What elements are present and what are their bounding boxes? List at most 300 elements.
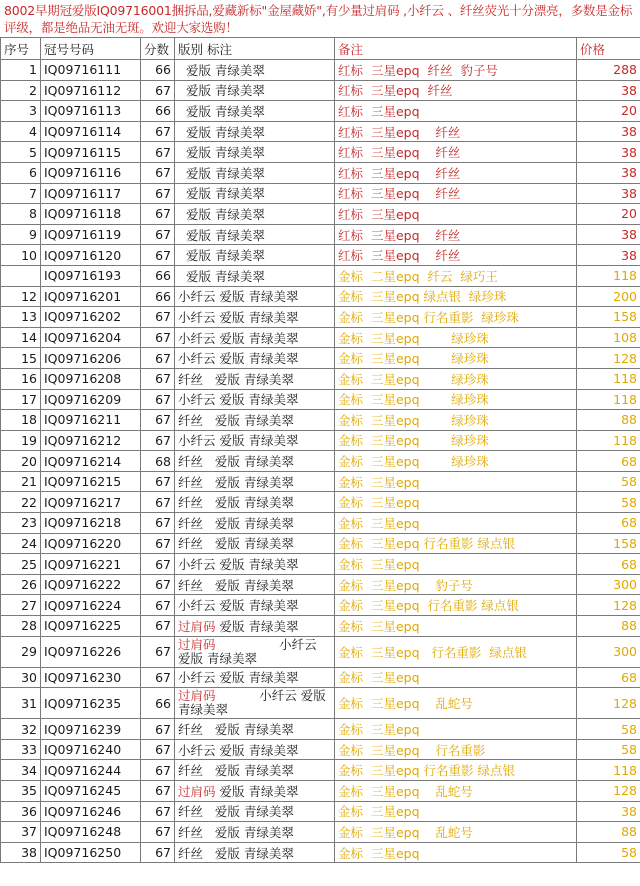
cell-index[interactable]: 23 [1, 513, 41, 534]
cell-serial[interactable]: IQ09716212 [41, 430, 141, 451]
cell-index[interactable]: 35 [1, 781, 41, 802]
cell-edition[interactable] [175, 286, 335, 307]
edition-text: 爱版 青绿美翠 [178, 145, 265, 161]
cell-price[interactable]: 38 [577, 224, 640, 245]
cell-serial[interactable]: IQ09716245 [41, 781, 141, 802]
cell-edition[interactable] [175, 492, 335, 513]
cell-index[interactable]: 5 [1, 142, 41, 163]
cell-note[interactable]: 红标 三星epq [335, 204, 577, 225]
cell-note[interactable]: 红标 三星epq [335, 101, 577, 122]
cell-index[interactable]: 15 [1, 348, 41, 369]
table-row [1, 183, 640, 204]
cell-index[interactable]: 12 [1, 286, 41, 307]
table-row [1, 121, 640, 142]
cell-note[interactable]: 金标 三星epq 行名重影 绿点银 [335, 760, 577, 781]
cell-note[interactable]: 金标 三星epq [335, 667, 577, 688]
cell-index[interactable]: 6 [1, 162, 41, 183]
cell-score[interactable]: 66 [141, 265, 175, 286]
cell-serial[interactable]: IQ09716217 [41, 492, 141, 513]
cell-score[interactable]: 67 [141, 595, 175, 616]
cell-note[interactable]: 金标 三星epq [335, 719, 577, 740]
cell-price[interactable]: 38 [577, 142, 640, 163]
edition-text: 小纤云 爱版 青绿美翠 [178, 598, 299, 614]
cell-index[interactable]: 13 [1, 307, 41, 328]
cell-price[interactable]: 118 [577, 760, 640, 781]
edition-text: 纤丝 爱版 青绿美翠 [178, 412, 294, 428]
cell-score[interactable]: 67 [141, 121, 175, 142]
cell-edition[interactable] [175, 307, 335, 328]
edition-text: 纤丝 爱版 青绿美翠 [178, 845, 294, 861]
cell-index[interactable]: 7 [1, 183, 41, 204]
cell-index[interactable]: 14 [1, 327, 41, 348]
cell-price[interactable]: 118 [577, 389, 640, 410]
cell-serial[interactable]: IQ09716250 [41, 842, 141, 863]
table-row [1, 307, 640, 328]
cell-serial[interactable]: IQ09716218 [41, 513, 141, 534]
cell-edition[interactable] [175, 368, 335, 389]
table-row [1, 492, 640, 513]
table-row [1, 368, 640, 389]
column-header-serial: 冠号号码 [41, 38, 141, 60]
cell-serial[interactable]: IQ09716114 [41, 121, 141, 142]
cell-serial[interactable]: IQ09716230 [41, 667, 141, 688]
cell-score[interactable]: 67 [141, 327, 175, 348]
cell-edition[interactable] [175, 265, 335, 286]
edition-text: 小纤云 爱版 青绿美翠 [178, 670, 299, 686]
table-row [1, 513, 640, 534]
cell-note[interactable]: 金标 二星epq 纤云 绿巧王 [335, 265, 577, 286]
cell-price[interactable]: 288 [577, 60, 640, 81]
table-row [1, 265, 640, 286]
cell-note[interactable]: 红标 三星epq 纤丝 豹子号 [335, 60, 577, 81]
cell-serial[interactable]: IQ09716226 [41, 636, 141, 667]
cell-note[interactable]: 金标 三星epq 行名重影 [335, 739, 577, 760]
cell-price[interactable]: 68 [577, 554, 640, 575]
edition-text: 小纤云 爱版 青绿美翠 [178, 309, 299, 325]
table-row [1, 688, 640, 719]
cell-note[interactable]: 红标 三星epq 纤丝 [335, 162, 577, 183]
edition-text: 爱版 青绿美翠 [178, 124, 265, 140]
cell-edition[interactable] [175, 142, 335, 163]
table-row [1, 389, 640, 410]
table-row [1, 101, 640, 122]
cell-index[interactable]: 21 [1, 471, 41, 492]
cell-serial[interactable]: IQ09716225 [41, 616, 141, 637]
cell-index[interactable]: 8 [1, 204, 41, 225]
cell-note[interactable]: 金标 三星epq 绿珍珠 [335, 368, 577, 389]
cell-serial[interactable]: IQ09716117 [41, 183, 141, 204]
edition-text: 爱版 青绿美翠 [178, 103, 265, 119]
cell-score[interactable]: 66 [141, 688, 175, 719]
cell-price[interactable]: 38 [577, 80, 640, 101]
cell-edition[interactable] [175, 739, 335, 760]
cell-score[interactable]: 67 [141, 574, 175, 595]
table-row [1, 739, 640, 760]
cell-note[interactable]: 金标 三星epq 行名重影 绿点银 [335, 636, 577, 667]
cell-serial[interactable]: IQ09716220 [41, 533, 141, 554]
cell-index[interactable]: 27 [1, 595, 41, 616]
table-row [1, 636, 640, 667]
cell-edition[interactable] [175, 513, 335, 534]
cell-score[interactable]: 67 [141, 719, 175, 740]
cell-score[interactable]: 66 [141, 286, 175, 307]
cell-price[interactable]: 88 [577, 410, 640, 431]
cell-serial[interactable]: IQ09716111 [41, 60, 141, 81]
edition-text: 小纤云 爱版 青绿美翠 [178, 636, 321, 666]
cell-index[interactable]: 24 [1, 533, 41, 554]
cell-edition[interactable] [175, 760, 335, 781]
cell-index[interactable]: 17 [1, 389, 41, 410]
cell-score[interactable]: 67 [141, 739, 175, 760]
cell-edition[interactable] [175, 162, 335, 183]
edition-text: 小纤云 爱版 青绿美翠 [178, 330, 299, 346]
table-row [1, 574, 640, 595]
cell-index[interactable]: 16 [1, 368, 41, 389]
cell-edition[interactable] [175, 121, 335, 142]
edition-text: 爱版 青绿美翠 [178, 83, 265, 99]
cell-edition[interactable] [175, 471, 335, 492]
cell-price[interactable]: 58 [577, 719, 640, 740]
edition-text: 小纤云 爱版 青绿美翠 [178, 557, 299, 573]
cell-price[interactable]: 158 [577, 533, 640, 554]
cell-serial[interactable]: IQ09716112 [41, 80, 141, 101]
cell-score[interactable]: 67 [141, 245, 175, 266]
cell-note[interactable]: 金标 三星epq 绿珍珠 [335, 327, 577, 348]
cell-price[interactable]: 38 [577, 245, 640, 266]
cell-index[interactable]: 2 [1, 80, 41, 101]
table-row [1, 554, 640, 575]
cell-edition[interactable] [175, 595, 335, 616]
cell-note[interactable]: 金标 三星epq [335, 471, 577, 492]
cell-edition[interactable] [175, 801, 335, 822]
cell-index[interactable]: 19 [1, 430, 41, 451]
table-row [1, 471, 640, 492]
cell-note[interactable]: 红标 三星epq 纤丝 [335, 121, 577, 142]
cell-note[interactable]: 金标 三星epq [335, 492, 577, 513]
cell-note[interactable]: 金标 三星epq [335, 801, 577, 822]
cell-serial[interactable]: IQ09716120 [41, 245, 141, 266]
cell-edition[interactable] [175, 389, 335, 410]
cell-price[interactable]: 300 [577, 574, 640, 595]
cell-index[interactable]: 10 [1, 245, 41, 266]
cell-note[interactable]: 金标 三星epq 绿珍珠 [335, 389, 577, 410]
cell-edition[interactable] [175, 616, 335, 637]
cell-index[interactable]: 9 [1, 224, 41, 245]
edition-text: 小纤云 爱版 青绿美翠 [178, 392, 299, 408]
table-row [1, 842, 640, 863]
edition-text: 纤丝 爱版 青绿美翠 [178, 536, 294, 552]
table-row [1, 162, 640, 183]
cell-serial[interactable]: IQ09716113 [41, 101, 141, 122]
cell-note[interactable]: 红标 三星epq 纤丝 [335, 224, 577, 245]
cell-score[interactable]: 67 [141, 224, 175, 245]
cell-index[interactable]: 32 [1, 719, 41, 740]
edition-text: 小纤云 爱版 青绿美翠 [178, 433, 299, 449]
cell-index[interactable]: 36 [1, 801, 41, 822]
cell-score[interactable]: 67 [141, 781, 175, 802]
cell-score[interactable]: 67 [141, 142, 175, 163]
cell-index[interactable]: 22 [1, 492, 41, 513]
cell-score[interactable]: 66 [141, 101, 175, 122]
cell-price[interactable]: 158 [577, 307, 640, 328]
cell-score[interactable]: 67 [141, 204, 175, 225]
column-header-note: 备注 [335, 38, 577, 60]
cell-price[interactable]: 128 [577, 781, 640, 802]
cell-serial[interactable]: IQ09716248 [41, 822, 141, 843]
cell-index[interactable]: 4 [1, 121, 41, 142]
cell-score[interactable]: 67 [141, 760, 175, 781]
cell-price[interactable]: 128 [577, 595, 640, 616]
table-row [1, 410, 640, 431]
cell-index[interactable]: 18 [1, 410, 41, 431]
edition-text: 纤丝 爱版 青绿美翠 [178, 722, 294, 738]
cell-note[interactable]: 金标 三星epq 绿珍珠 [335, 451, 577, 472]
edition-text: 纤丝 爱版 青绿美翠 [178, 454, 294, 470]
cell-score[interactable]: 67 [141, 492, 175, 513]
sheet-description: 8002早期冠爱版IQ09716001捆拆品,爱藏新标"金屋藏娇",有少量过肩码 ,小纤云 、纤丝荧光十分漂亮，多数是金标评级，都是绝品无油无斑。欢迎大家选购！ [4, 3, 633, 35]
cell-price[interactable]: 118 [577, 368, 640, 389]
cell-price[interactable]: 108 [577, 327, 640, 348]
cell-price[interactable]: 128 [577, 348, 640, 369]
edition-text: 纤丝 爱版 青绿美翠 [178, 824, 294, 840]
cell-score[interactable]: 67 [141, 636, 175, 667]
cell-edition[interactable] [175, 224, 335, 245]
cell-note[interactable]: 红标 三星epq 纤丝 [335, 142, 577, 163]
cell-score[interactable]: 67 [141, 410, 175, 431]
cell-edition[interactable] [175, 781, 335, 802]
cell-price[interactable]: 38 [577, 121, 640, 142]
cell-index[interactable]: 26 [1, 574, 41, 595]
cell-score[interactable]: 67 [141, 430, 175, 451]
cell-note[interactable]: 金标 三星epq 绿珍珠 [335, 430, 577, 451]
table-row [1, 595, 640, 616]
cell-edition[interactable] [175, 183, 335, 204]
cell-edition[interactable] [175, 533, 335, 554]
cell-serial[interactable]: IQ09716201 [41, 286, 141, 307]
cell-note[interactable]: 红标 三星epq 纤丝 [335, 183, 577, 204]
cell-serial[interactable]: IQ09716206 [41, 348, 141, 369]
cell-note[interactable]: 金标 三星epq [335, 842, 577, 863]
cell-score[interactable]: 67 [141, 513, 175, 534]
cell-note[interactable]: 金标 三星epq [335, 513, 577, 534]
cell-serial[interactable]: IQ09716209 [41, 389, 141, 410]
cell-score[interactable]: 67 [141, 162, 175, 183]
cell-note[interactable]: 金标 三星epq 绿珍珠 [335, 410, 577, 431]
cell-index[interactable]: 34 [1, 760, 41, 781]
cell-price[interactable]: 200 [577, 286, 640, 307]
shoulder-code-tag: 过肩码 [178, 618, 216, 634]
cell-edition[interactable] [175, 327, 335, 348]
cell-index[interactable]: 20 [1, 451, 41, 472]
cell-note[interactable]: 金标 三星epq 乱蛇号 [335, 688, 577, 719]
cell-edition[interactable] [175, 60, 335, 81]
cell-serial[interactable]: IQ09716239 [41, 719, 141, 740]
cell-price[interactable]: 68 [577, 513, 640, 534]
edition-text: 爱版 青绿美翠 [178, 227, 265, 243]
edition-text: 爱版 青绿美翠 [178, 248, 265, 264]
cell-score[interactable]: 67 [141, 348, 175, 369]
table-row [1, 451, 640, 472]
table-row [1, 616, 640, 637]
edition-text: 爱版 青绿美翠 [215, 783, 299, 799]
cell-serial[interactable]: IQ09716193 [41, 265, 141, 286]
table-row [1, 60, 640, 81]
edition-text: 爱版 青绿美翠 [178, 165, 265, 181]
cell-score[interactable]: 67 [141, 533, 175, 554]
edition-text: 爱版 青绿美翠 [178, 62, 265, 78]
cell-edition[interactable] [175, 451, 335, 472]
cell-edition[interactable] [175, 554, 335, 575]
cell-serial[interactable]: IQ09716244 [41, 760, 141, 781]
cell-edition[interactable] [175, 430, 335, 451]
cell-score[interactable]: 66 [141, 60, 175, 81]
edition-text: 纤丝 爱版 青绿美翠 [178, 804, 294, 820]
cell-index[interactable]: 38 [1, 842, 41, 863]
cell-price[interactable]: 58 [577, 492, 640, 513]
cell-serial[interactable]: IQ09716211 [41, 410, 141, 431]
cell-score[interactable]: 67 [141, 801, 175, 822]
edition-text: 小纤云 爱版 青绿美翠 [178, 688, 330, 718]
cell-score[interactable]: 67 [141, 80, 175, 101]
cell-index[interactable]: 3 [1, 101, 41, 122]
cell-edition[interactable] [175, 80, 335, 101]
cell-edition[interactable] [175, 574, 335, 595]
cell-serial[interactable]: IQ09716202 [41, 307, 141, 328]
cell-note[interactable]: 金标 三星epq 豹子号 [335, 574, 577, 595]
cell-edition[interactable] [175, 348, 335, 369]
cell-score[interactable]: 67 [141, 368, 175, 389]
cell-price[interactable]: 128 [577, 688, 640, 719]
cell-index[interactable]: 37 [1, 822, 41, 843]
edition-text: 爱版 青绿美翠 [178, 206, 265, 222]
table-row [1, 667, 640, 688]
cell-note[interactable]: 红标 三星epq 纤丝 [335, 80, 577, 101]
edition-text: 小纤云 爱版 青绿美翠 [178, 351, 299, 367]
edition-text: 纤丝 爱版 青绿美翠 [178, 474, 294, 490]
table-row [1, 430, 640, 451]
cell-index[interactable]: 28 [1, 616, 41, 637]
cell-price[interactable]: 118 [577, 265, 640, 286]
cell-edition[interactable] [175, 719, 335, 740]
table-row [1, 760, 640, 781]
cell-price[interactable]: 38 [577, 801, 640, 822]
cell-score[interactable]: 67 [141, 667, 175, 688]
shoulder-code-tag: 过肩码 [178, 636, 216, 652]
cell-edition[interactable] [175, 822, 335, 843]
cell-index[interactable]: 31 [1, 688, 41, 719]
cell-price[interactable]: 38 [577, 162, 640, 183]
cell-serial[interactable]: IQ09716208 [41, 368, 141, 389]
cell-serial[interactable]: IQ09716115 [41, 142, 141, 163]
cell-index[interactable]: 1 [1, 60, 41, 81]
cell-price[interactable]: 58 [577, 842, 640, 863]
cell-edition[interactable] [175, 101, 335, 122]
cell-note[interactable]: 金标 三星epq 绿点银 绿珍珠 [335, 286, 577, 307]
cell-edition[interactable] [175, 204, 335, 225]
cell-note[interactable]: 金标 三星epq 乱蛇号 [335, 822, 577, 843]
cell-note[interactable]: 金标 三星epq 行名重影 绿点银 [335, 533, 577, 554]
cell-serial[interactable]: IQ09716214 [41, 451, 141, 472]
cell-index[interactable]: 30 [1, 667, 41, 688]
cell-index[interactable]: 25 [1, 554, 41, 575]
cell-price[interactable]: 300 [577, 636, 640, 667]
cell-note[interactable]: 金标 三星epq 行名重影 绿珍珠 [335, 307, 577, 328]
table-row [1, 327, 640, 348]
cell-price[interactable]: 58 [577, 739, 640, 760]
cell-index[interactable]: 33 [1, 739, 41, 760]
cell-serial[interactable]: IQ09716119 [41, 224, 141, 245]
cell-price[interactable]: 88 [577, 822, 640, 843]
cell-serial[interactable]: IQ09716204 [41, 327, 141, 348]
cell-serial[interactable]: IQ09716240 [41, 739, 141, 760]
table-row [1, 822, 640, 843]
edition-text: 爱版 青绿美翠 [215, 618, 299, 634]
cell-edition[interactable] [175, 245, 335, 266]
cell-serial[interactable]: IQ09716222 [41, 574, 141, 595]
cell-note[interactable]: 金标 三星epq [335, 554, 577, 575]
cell-note[interactable]: 金标 三星epq [335, 616, 577, 637]
cell-edition[interactable] [175, 842, 335, 863]
cell-note[interactable]: 红标 三星epq 纤丝 [335, 245, 577, 266]
cell-note[interactable]: 金标 三星epq 乱蛇号 [335, 781, 577, 802]
cell-note[interactable]: 金标 三星epq 绿珍珠 [335, 348, 577, 369]
cell-score[interactable]: 67 [141, 389, 175, 410]
cell-price[interactable]: 118 [577, 430, 640, 451]
cell-serial[interactable]: IQ09716215 [41, 471, 141, 492]
cell-serial[interactable]: IQ09716246 [41, 801, 141, 822]
cell-score[interactable]: 67 [141, 554, 175, 575]
cell-index[interactable]: 29 [1, 636, 41, 667]
cell-price[interactable]: 68 [577, 451, 640, 472]
cell-note[interactable]: 金标 三星epq 行名重影 绿点银 [335, 595, 577, 616]
edition-text: 纤丝 爱版 青绿美翠 [178, 371, 294, 387]
cell-score[interactable]: 67 [141, 616, 175, 637]
cell-score[interactable]: 68 [141, 451, 175, 472]
cell-serial[interactable]: IQ09716235 [41, 688, 141, 719]
table-row [1, 286, 640, 307]
cell-score[interactable]: 67 [141, 822, 175, 843]
cell-price[interactable]: 20 [577, 101, 640, 122]
cell-price[interactable]: 38 [577, 183, 640, 204]
cell-price[interactable]: 68 [577, 667, 640, 688]
cell-edition[interactable] [175, 410, 335, 431]
cell-price[interactable]: 20 [577, 204, 640, 225]
cell-serial[interactable]: IQ09716118 [41, 204, 141, 225]
cell-edition[interactable] [175, 636, 335, 667]
cell-score[interactable]: 67 [141, 471, 175, 492]
price-table [0, 37, 640, 863]
table-row [1, 719, 640, 740]
cell-serial[interactable]: IQ09716224 [41, 595, 141, 616]
cell-score[interactable]: 67 [141, 183, 175, 204]
table-header-row [1, 38, 640, 60]
cell-price[interactable]: 58 [577, 471, 640, 492]
edition-text: 纤丝 爱版 青绿美翠 [178, 577, 294, 593]
cell-index[interactable] [1, 265, 41, 286]
edition-text: 纤丝 爱版 青绿美翠 [178, 495, 294, 511]
cell-edition[interactable] [175, 688, 335, 719]
cell-serial[interactable]: IQ09716116 [41, 162, 141, 183]
cell-score[interactable]: 67 [141, 842, 175, 863]
edition-text: 小纤云 爱版 青绿美翠 [178, 289, 299, 305]
cell-price[interactable]: 88 [577, 616, 640, 637]
cell-serial[interactable]: IQ09716221 [41, 554, 141, 575]
table-row [1, 224, 640, 245]
shoulder-code-tag: 过肩码 [178, 688, 216, 704]
cell-edition[interactable] [175, 667, 335, 688]
table-row [1, 533, 640, 554]
cell-score[interactable]: 67 [141, 307, 175, 328]
